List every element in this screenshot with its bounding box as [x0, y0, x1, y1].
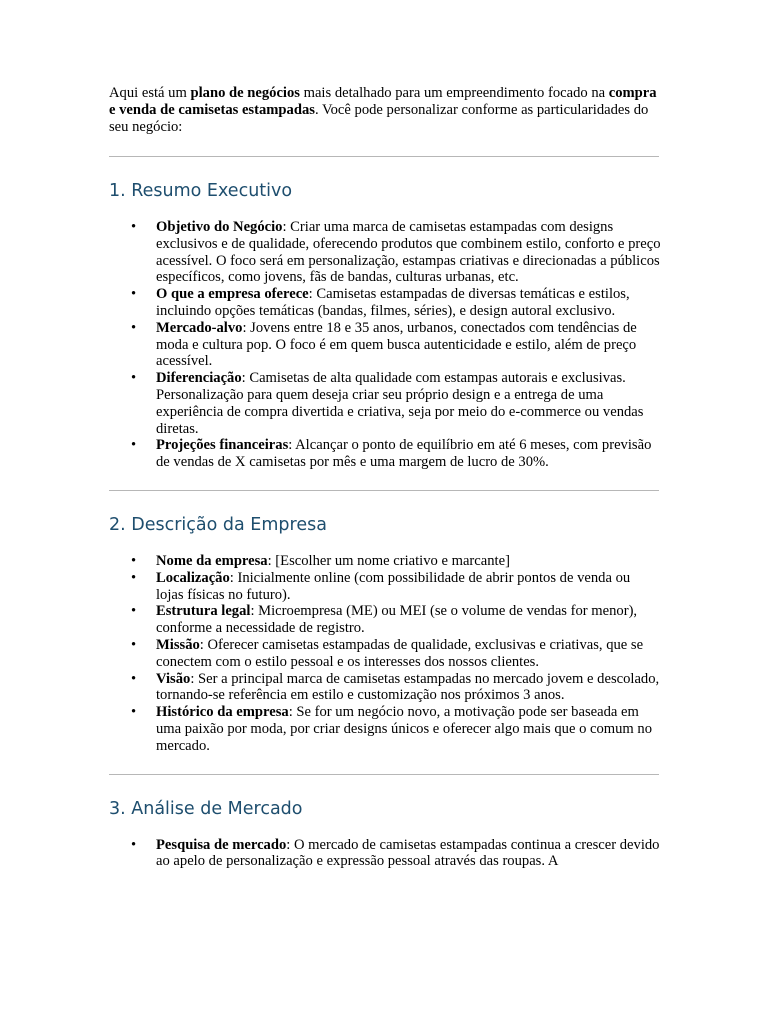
item-term: Missão [156, 636, 200, 653]
item-term: Localização [156, 569, 230, 586]
section-list [109, 837, 661, 871]
intro-bold-text: plano de negócios [190, 85, 300, 101]
item-text: : Se for um negócio novo, a motivação pode ser baseada em uma paixão por moda, por criar designs únicos e oferecer algo mais que o comum no mercado. [156, 704, 653, 754]
item-text: : O mercado de camisetas estampadas continua a crescer devido ao apelo de personalização e expressão pessoal através das roupas. A [156, 836, 660, 870]
item-text: : Camisetas estampadas de diversas temáticas e estilos, incluindo opções temáticas (bandas, filmes, séries), e design autoral exclusivo. [156, 286, 630, 319]
intro-text: . Você pode personalizar conforme as particularidades do seu negócio: [109, 102, 649, 135]
list-item [109, 704, 661, 754]
bullet-icon: • [131, 704, 137, 721]
item-text: : Criar uma marca de camisetas estampadas com designs exclusivos e de qualidade, oferecendo produtos que combinem estilo, conforto e preço acessível. O foco será em personalização, estampas criativas e direcionadas a públicos específicos, como jovens, fãs de bandas, culturas urbanas, etc. [156, 219, 661, 286]
document-content [109, 85, 661, 870]
bullet-icon: • [131, 636, 137, 653]
list-item [109, 637, 661, 671]
bullet-icon: • [131, 603, 137, 620]
item-term: Projeções financeiras [156, 437, 289, 454]
section-list [109, 219, 661, 471]
list-item [109, 553, 661, 570]
list-item [109, 671, 661, 705]
list-item [109, 286, 661, 320]
list-item [109, 603, 661, 637]
bullet-icon: • [131, 319, 137, 336]
item-term: Histórico da empresa [156, 704, 289, 721]
item-term: Nome da empresa [156, 552, 268, 569]
item-term: Pesquisa de mercado [156, 836, 287, 853]
item-text: : Microempresa (ME) ou MEI (se o volume de vendas for menor), conforme a necessidade de registro. [156, 603, 638, 637]
list-item [109, 219, 661, 286]
item-text: : Alcançar o ponto de equilíbrio em até 6 meses, com previsão de vendas de X camisetas por mês e uma margem de lucro de 30%. [156, 437, 652, 471]
bullet-icon: • [131, 219, 137, 235]
intro-text: Aqui está um [109, 85, 191, 101]
list-item [109, 570, 661, 604]
section-heading: 2. Descrição da Empresa [109, 514, 327, 535]
item-text: : Ser a principal marca de camisetas estampadas no mercado jovem e descolado, tornando-se referência em estilo e customização nos próximos 3 anos. [156, 670, 660, 704]
item-text: : Jovens entre 18 e 35 anos, urbanos, conectados com tendências de moda e cultura pop. O foco é em quem busca autenticidade e estilo, além de preço acessível. [156, 319, 637, 370]
item-text: : [Escolher um nome criativo e marcante] [267, 552, 510, 569]
item-text: : Oferecer camisetas estampadas de qualidade, exclusivas e criativas, que se conectem com o estilo pessoal e os interesses dos nossos clientes. [156, 636, 644, 670]
item-term: O que a empresa oferece [156, 286, 309, 303]
item-term: Objetivo do Negócio [156, 219, 283, 235]
divider [109, 156, 659, 157]
bullet-icon: • [131, 670, 137, 687]
item-term: Diferenciação [156, 370, 242, 387]
intro-text: mais detalhado para um empreendimento focado na [299, 85, 609, 101]
section-list [109, 553, 661, 755]
item-text: : Inicialmente online (com possibilidade de abrir pontos de venda ou lojas físicas no futuro). [156, 569, 631, 603]
list-item [109, 437, 661, 471]
item-term: Mercado-alvo [156, 319, 243, 336]
bullet-icon: • [131, 836, 137, 853]
item-term: Visão [156, 670, 191, 687]
bullet-icon: • [131, 569, 137, 586]
divider [109, 490, 659, 491]
bullet-icon: • [131, 370, 137, 387]
bullet-icon: • [131, 552, 137, 569]
section-heading: 1. Resumo Executivo [109, 181, 293, 201]
intro-bold-text: compra e venda de camisetas estampadas [109, 85, 657, 118]
list-item [109, 370, 661, 437]
item-text: : Camisetas de alta qualidade com estampas autorais e exclusivas. Personalização para quem deseja criar seu próprio design e a entrega de uma experiência de compra divertida e criativa, seja por meio do e-commerce ou vendas diretas. [156, 370, 644, 437]
intro-paragraph [109, 85, 661, 136]
list-item [109, 837, 661, 871]
section-heading: 3. Análise de Mercado [109, 798, 303, 819]
item-term: Estrutura legal [156, 603, 251, 620]
list-item [109, 320, 661, 370]
divider [109, 774, 659, 775]
bullet-icon: • [131, 286, 137, 303]
bullet-icon: • [131, 437, 137, 454]
